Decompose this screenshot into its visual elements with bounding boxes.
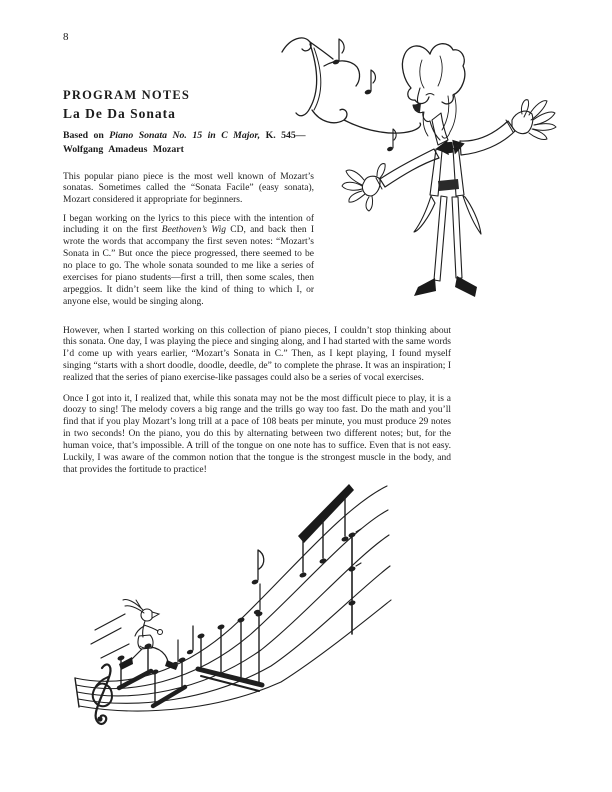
closed-eye <box>426 94 434 96</box>
shoes <box>414 276 477 297</box>
treble-clef <box>93 664 112 724</box>
waist-band <box>438 179 459 191</box>
runner-head <box>141 609 153 621</box>
legs <box>434 196 462 281</box>
coat-tail-right <box>463 196 481 234</box>
section-title: PROGRAM NOTES <box>63 88 191 102</box>
right-shoe <box>455 276 477 297</box>
left-hand <box>342 164 385 211</box>
coat-tail-left <box>414 196 435 232</box>
runner-nose <box>152 612 159 618</box>
singer-illustration <box>272 8 567 320</box>
swirl-note-2 <box>364 70 375 95</box>
paragraph-1: This popular piano piece is the most well known of Mozart’s sonatas. Sometimes called the “Sonata Facile” (easy sonata), Mozart considered it appropriate for beginners. <box>63 171 314 206</box>
left-arm <box>376 149 439 189</box>
left-shoe <box>414 278 436 296</box>
music-swirl <box>282 38 421 152</box>
paragraph-2: I began working on the lyrics to this piece with the intention of including it on the first Beethoven’s Wig CD, and back then I wrote the words that accompany the first seven notes: “Mozart’s Sonata in C.” But once the piece progressed, there seemed to be no place to go. The whole sonata sounded to me like a series of exercises for piano students—first a trill, then some scales, then arpeggios. It didn’t seem like the kind of thing to which I, or anyone else, would be singing along. <box>63 213 314 307</box>
paragraph-4: Once I got into it, I realized that, while this sonata may not be the most difficult piece to play, it is a doozy to sing! The melody covers a big range and the trills go way too fast. Do the math and you’ll find that if you play Mozart’s long trill at a pace of 108 beats per minute, you must produce 29 notes in two seconds! On the piano, you do this by alternating between two different notes; but, for the human voice, that’s impossible. A trill of the tongue on one note has to suffice. Even that is not easy. Luckily, I was aware of the common notion that the tongue is the strongest muscle in the body, and that provides the fortitude to practice! <box>63 393 451 475</box>
byline: Based on Piano Sonata No. 15 in C Major, K. 545— Wolfgang Amadeus Mozart <box>63 130 306 155</box>
tailcoat <box>414 145 481 234</box>
runner-figure <box>91 599 178 670</box>
page-number: 8 <box>63 31 69 43</box>
speed-lines <box>91 614 129 658</box>
open-mouth <box>413 103 421 112</box>
beamed-notes <box>117 484 361 706</box>
paragraph-3: However, when I started working on this collection of piano pieces, I couldn’t stop thinking about this sonata. One day, I was playing the piece and singing along, and I had started with the same words I’d come up with years earlier, “Mozart’s Sonata in C.” Then, as I kept playing, I found myself singing “starts with a short doodle, doodle, deedle, de” to complete the phrase. It was an inspiration; I realized that the series of piano exercise-like passages could also be a series of vocal exercises. <box>63 325 451 384</box>
staff-hill-illustration <box>55 472 415 752</box>
song-title: La De Da Sonata <box>63 106 176 121</box>
right-arm <box>460 120 515 155</box>
right-hand <box>512 100 556 140</box>
